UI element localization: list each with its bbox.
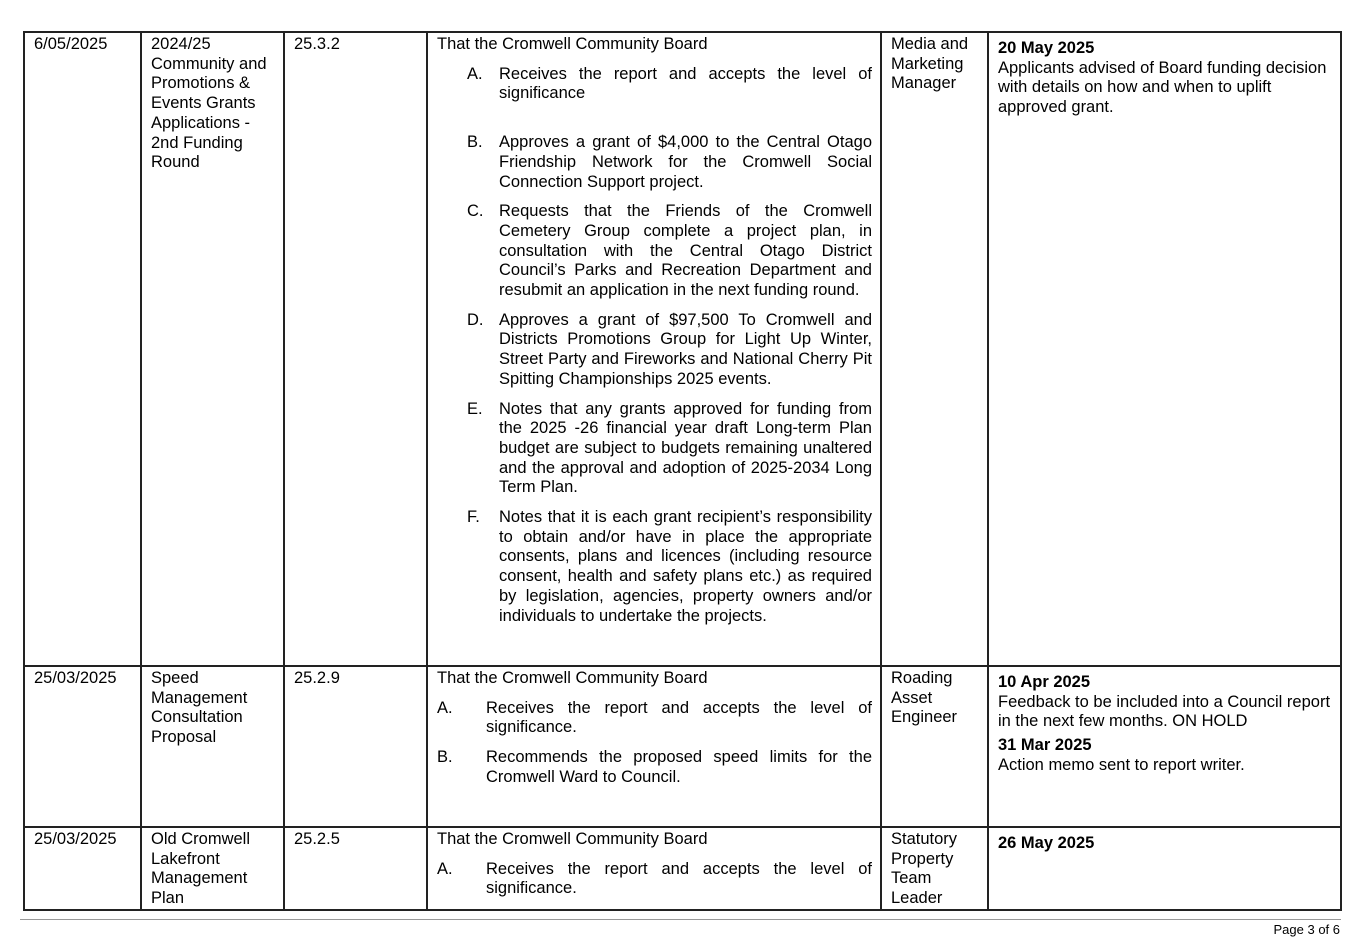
decision-text: Recommends the proposed speed limits for the Cromwell Ward to Council. xyxy=(486,748,872,786)
actions-table xyxy=(23,31,1342,911)
decision-item xyxy=(437,748,872,787)
decision-item xyxy=(437,508,872,626)
decision-item xyxy=(437,311,872,390)
decision-item xyxy=(437,202,872,301)
decision-label: B. xyxy=(467,133,483,152)
decision-intro: That the Cromwell Community Board xyxy=(437,669,708,687)
action-date: 26 May 2025 xyxy=(998,834,1095,852)
meeting-date-cell: 25/03/2025 xyxy=(24,666,141,827)
decision-list xyxy=(437,65,872,627)
resolution-number-cell: 25.2.5 xyxy=(284,827,427,910)
resolution-number-cell: 25.3.2 xyxy=(284,32,427,666)
responsible-officer-cell: Media and Marketing Manager xyxy=(881,32,988,666)
decision-intro: That the Cromwell Community Board xyxy=(437,830,708,848)
decision-text: Receives the report and accepts the level of significance. xyxy=(486,698,872,737)
decision-item xyxy=(437,860,872,899)
decision-list xyxy=(437,860,872,899)
page-number: Page 3 of 6 xyxy=(1273,922,1340,937)
table-row xyxy=(24,666,1341,827)
decision-label: A. xyxy=(437,859,453,878)
decision-item xyxy=(437,400,872,499)
decision-text: Receives the report and accepts the level of significance. xyxy=(486,859,872,898)
decision-text: Approves a grant of $97,500 To Cromwell and Districts Promotions Group for Light Up Winter, Street Party and Fireworks and National Cherry Pit Spitting Championships 2025 events. xyxy=(499,310,872,388)
responsible-officer-cell: Statutory Property Team Leader xyxy=(881,827,988,910)
decision-list xyxy=(437,699,872,788)
decision-text: Notes that it is each grant recipient’s responsibility to obtain and/or have in place the appropriate consents, plans and licences (including resource consent, health and safety plans etc.) as required by legislation, agencies, property owners and/or individuals to undertake the projects. xyxy=(499,508,872,625)
action-date: 31 Mar 2025 xyxy=(998,736,1092,755)
decision-item xyxy=(437,699,872,738)
table-row xyxy=(24,827,1341,910)
action-taken-cell xyxy=(988,666,1341,827)
decision-text: Approves a grant of $4,000 to the Central Otago Friendship Network for the Cromwell Social Connection Support project. xyxy=(499,133,872,191)
decision-cell xyxy=(427,666,881,827)
decision-label: E. xyxy=(467,399,483,418)
decision-cell xyxy=(427,32,881,666)
decision-text: Notes that any grants approved for funding from the 2025 -26 financial year draft Long-term Plan budget are subject to budgets remaining unaltered and the approval and adoption of 2025-2034 Long Term Plan. xyxy=(499,399,872,497)
decision-label: C. xyxy=(467,202,484,221)
decision-cell xyxy=(427,827,881,910)
item-title-cell: 2024/25 Community and Promotions & Events Grants Applications - 2nd Funding Round xyxy=(141,32,284,666)
meeting-date-cell: 25/03/2025 xyxy=(24,827,141,910)
action-date: 10 Apr 2025 xyxy=(998,673,1091,691)
action-taken-cell xyxy=(988,32,1341,666)
decision-intro: That the Cromwell Community Board xyxy=(437,35,708,53)
item-title-cell: Speed Management Consultation Proposal xyxy=(141,666,284,827)
decision-item xyxy=(437,133,872,192)
decision-text: Receives the report and accepts the level of significance xyxy=(499,64,872,103)
action-note: Feedback to be included into a Council report in the next few months. ON HOLD xyxy=(998,692,1331,731)
responsible-officer-cell: Roading Asset Engineer xyxy=(881,666,988,827)
decision-label: A. xyxy=(437,698,453,717)
action-taken-cell xyxy=(988,827,1341,910)
decision-label: D. xyxy=(467,310,484,329)
decision-label: B. xyxy=(437,748,453,767)
action-date: 20 May 2025 xyxy=(998,39,1095,57)
footer-divider xyxy=(20,919,1341,920)
decision-item xyxy=(437,65,872,104)
table-row xyxy=(24,32,1341,666)
decision-label: F. xyxy=(467,508,480,527)
item-title-cell: Old Cromwell Lakefront Management Plan xyxy=(141,827,284,910)
decision-text: Requests that the Friends of the Cromwell Cemetery Group complete a project plan, in consultation with the Central Otago District Council’s Parks and Recreation Department and resubmit an application in the next funding round. xyxy=(499,202,872,300)
resolution-number-cell: 25.2.9 xyxy=(284,666,427,827)
action-note: Applicants advised of Board funding decision with details on how and when to uplift approved grant. xyxy=(998,58,1327,117)
decision-label: A. xyxy=(467,64,483,83)
action-note: Action memo sent to report writer. xyxy=(998,755,1245,774)
meeting-date-cell: 6/05/2025 xyxy=(24,32,141,666)
